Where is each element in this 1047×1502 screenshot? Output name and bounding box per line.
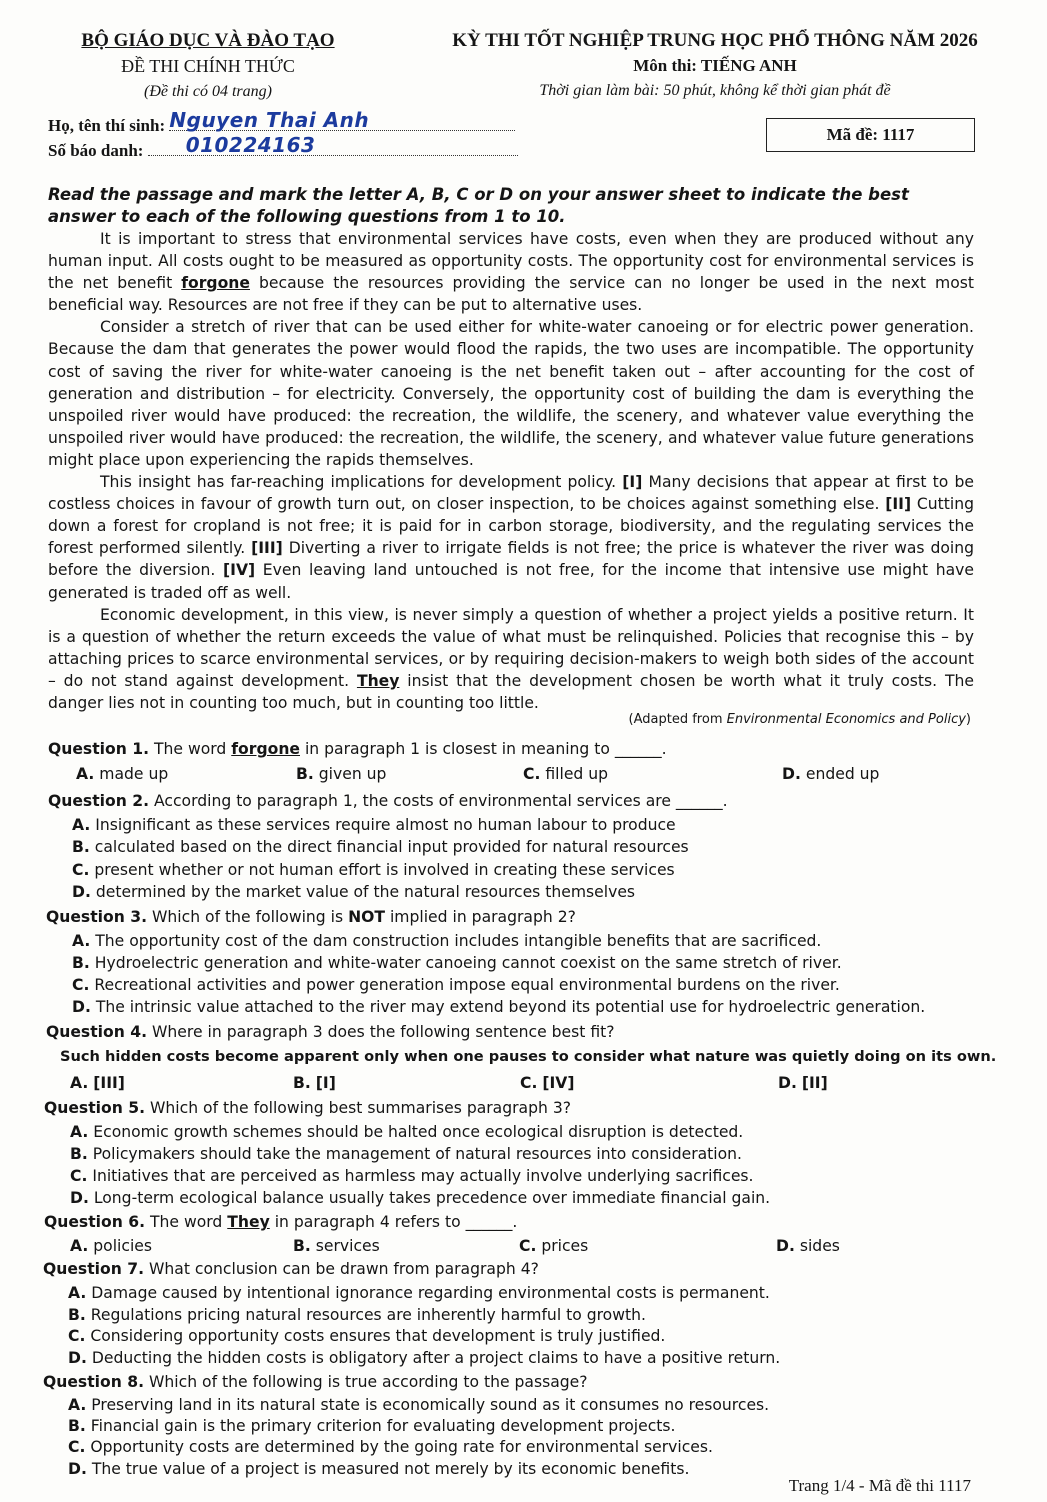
paragraph-4: Economic development, in this view, is never simply a question of whether a project yields a positive return. It is a question of whether the return exceeds the value of what must be relinquished. Policies that recognise this – by attaching prices to scarce environmental services, or by requiring decision-makers to weigh both sides of the account – do not stand against development. They insist that the development chosen be worth what it truly costs. The danger lies not in counting too much, but in counting too little. <box>48 605 974 712</box>
q2-option-d[interactable]: D. determined by the market value of the natural resources themselves <box>72 883 636 901</box>
q5-option-d[interactable]: D. Long-term ecological balance usually takes precedence over immediate financial gain. <box>70 1189 771 1207</box>
q4-option-a[interactable]: A. [III] <box>70 1074 125 1092</box>
question-7: Question 7. What conclusion can be drawn from paragraph 4? <box>43 1260 539 1278</box>
q3-option-c[interactable]: C. Recreational activities and power generation impose equal environmental burdens on the river. <box>72 976 840 994</box>
paragraph-1: It is important to stress that environmental services have costs, even when they are produced without any human input. All costs ought to be measured as opportunity costs. The opportunity cost for environmental services is the net benefit forgone because the resources providing the service can no longer be used in the next most beneficial way. Resources are not free if they can be put to alternative uses. <box>48 230 974 315</box>
instruction: Read the passage and mark the letter A, B, C or D on your answer sheet to indicate the best answer to each of the following questions from 1 to 10. <box>48 185 909 226</box>
q6-option-c[interactable]: C. prices <box>519 1237 589 1255</box>
q8-option-a[interactable]: A. Preserving land in its natural state is economically sound as it consumes no resources. <box>68 1396 770 1414</box>
q7-option-b[interactable]: B. Regulations pricing natural resources are inherently harmful to growth. <box>68 1306 646 1324</box>
candidate-id-row <box>48 133 518 161</box>
reading-passage <box>48 228 974 714</box>
name-field[interactable] <box>169 108 515 132</box>
official-label: ĐỀ THI CHÍNH THỨC <box>121 56 295 76</box>
paragraph-2: Consider a stretch of river that can be used either for white-water canoeing or for electric power generation. Because the dam that generates the power would flood the rapids, the two uses are incompatible. The opportunity cost of saving the river for white-water canoeing is the net benefit taken out – after accounting for the cost of generation and distribution – for electricity. Conversely, the opportunity cost of building the dam is everything the unspoiled river would have produced: the recreation, the wildlife, the scenery, and whatever value everything the unspoiled river would have produced: the recreation, the wildlife, the scenery, and whatever value future generations might place upon experiencing the rapids themselves. <box>48 318 974 469</box>
q1-option-b[interactable]: B. given up <box>296 765 387 783</box>
q4-option-d[interactable]: D. [II] <box>778 1074 828 1092</box>
exam-code-box: Mã đề: 1117 <box>766 118 975 152</box>
q8-option-b[interactable]: B. Financial gain is the primary criterion for evaluating development projects. <box>68 1417 676 1435</box>
question-5: Question 5. Which of the following best summarises paragraph 3? <box>44 1099 572 1117</box>
q2-option-c[interactable]: C. present whether or not human effort is involved in creating these services <box>72 861 675 879</box>
page-footer: Trang 1/4 - Mã đề thi 1117 <box>788 1476 971 1495</box>
header-right <box>415 30 1015 100</box>
q3-option-b[interactable]: B. Hydroelectric generation and white-water canoeing cannot coexist on the same stretch of river. <box>72 954 842 972</box>
question-1: Question 1. The word forgone in paragraph 1 is closest in meaning to ______. <box>48 740 667 758</box>
q4-option-c[interactable]: C. [IV] <box>520 1074 575 1092</box>
q1-option-d[interactable]: D. ended up <box>782 765 880 783</box>
insert-sentence: Such hidden costs become apparent only when one pauses to consider what nature was quietly doing on its own. <box>60 1048 997 1065</box>
q1-option-c[interactable]: C. filled up <box>523 765 609 783</box>
q2-option-a[interactable]: A. Insignificant as these services require almost no human labour to produce <box>72 816 676 834</box>
question-3: Question 3. Which of the following is NOT implied in paragraph 2? <box>46 908 576 926</box>
question-2: Question 2. According to paragraph 1, the costs of environmental services are ______. <box>48 792 728 810</box>
time-label: Thời gian làm bài: 50 phút, không kể thời gian phát đề <box>539 82 891 99</box>
passage-source: (Adapted from Environmental Economics and Policy) <box>628 712 971 727</box>
q2-option-b[interactable]: B. calculated based on the direct financial input provided for natural resources <box>72 838 689 856</box>
q1-option-a[interactable]: A. made up <box>76 765 169 783</box>
id-field[interactable] <box>148 133 518 157</box>
paragraph-3: This insight has far-reaching implications for development policy. [I] Many decisions that appear at first to be costless choices in favour of growth turn out, on closer inspection, to be choices against something else. [II] Cutting down a forest for cropland is not free; it is paid for in carbon storage, biodiversity, and the regulating services the forest performed silently. [III] Diverting a river to irrigate fields is not free; the price is whatever the river was doing before the diversion. [IV] Even leaving land untouched is not free, for the income that intensive use might have generated is traded off as well. <box>48 473 974 602</box>
underlined-word-forgone: forgone <box>181 274 250 293</box>
marker-4: [IV] <box>223 561 256 580</box>
marker-3: [III] <box>251 539 283 558</box>
q6-option-b[interactable]: B. services <box>293 1237 380 1255</box>
question-4: Question 4. Where in paragraph 3 does the following sentence best fit? <box>46 1023 615 1041</box>
question-8: Question 8. Which of the following is true according to the passage? <box>43 1373 588 1391</box>
q7-option-a[interactable]: A. Damage caused by intentional ignorance regarding environmental costs is permanent. <box>68 1284 770 1302</box>
ministry-title: BỘ GIÁO DỤC VÀ ĐÀO TẠO <box>81 30 335 51</box>
q5-option-a[interactable]: A. Economic growth schemes should be halted once ecological disruption is detected. <box>70 1123 744 1141</box>
name-handwriting: Nguyen Thai Anh <box>169 108 370 132</box>
q3-option-a[interactable]: A. The opportunity cost of the dam construction includes intangible benefits that are sacrificed. <box>72 932 822 950</box>
question-6: Question 6. The word They in paragraph 4 refers to ______. <box>44 1213 518 1231</box>
q6-option-a[interactable]: A. policies <box>70 1237 152 1255</box>
id-label: Số báo danh: <box>48 141 144 160</box>
marker-1: [I] <box>622 473 643 492</box>
exam-title: KỲ THI TỐT NGHIỆP TRUNG HỌC PHỔ THÔNG NĂM 2026 <box>452 30 978 51</box>
q3-option-d[interactable]: D. The intrinsic value attached to the river may extend beyond its potential use for hydroelectric generation. <box>72 998 926 1016</box>
q5-option-b[interactable]: B. Policymakers should take the management of natural resources into consideration. <box>70 1145 742 1163</box>
q7-option-c[interactable]: C. Considering opportunity costs ensures that development is truly justified. <box>68 1327 666 1345</box>
marker-2: [II] <box>885 495 912 514</box>
id-handwriting: 010224163 <box>185 133 316 157</box>
name-label: Họ, tên thí sinh: <box>48 116 166 135</box>
header-left <box>48 30 368 101</box>
q5-option-c[interactable]: C. Initiatives that are perceived as harmless may actually involve underlying sacrifices. <box>70 1167 754 1185</box>
q6-option-d[interactable]: D. sides <box>776 1237 840 1255</box>
q4-option-b[interactable]: B. [I] <box>293 1074 336 1092</box>
underlined-word-they: They <box>356 671 400 690</box>
q7-option-d[interactable]: D. Deducting the hidden costs is obligatory after a project claims to have a positive return. <box>68 1349 781 1367</box>
q8-option-c[interactable]: C. Opportunity costs are determined by the going rate for environmental services. <box>68 1438 713 1456</box>
page-count: (Đề thi có 04 trang) <box>144 83 272 100</box>
subject-label: Môn thi: TIẾNG ANH <box>633 56 797 75</box>
q8-option-d[interactable]: D. The true value of a project is measured not merely by its economic benefits. <box>68 1460 690 1478</box>
